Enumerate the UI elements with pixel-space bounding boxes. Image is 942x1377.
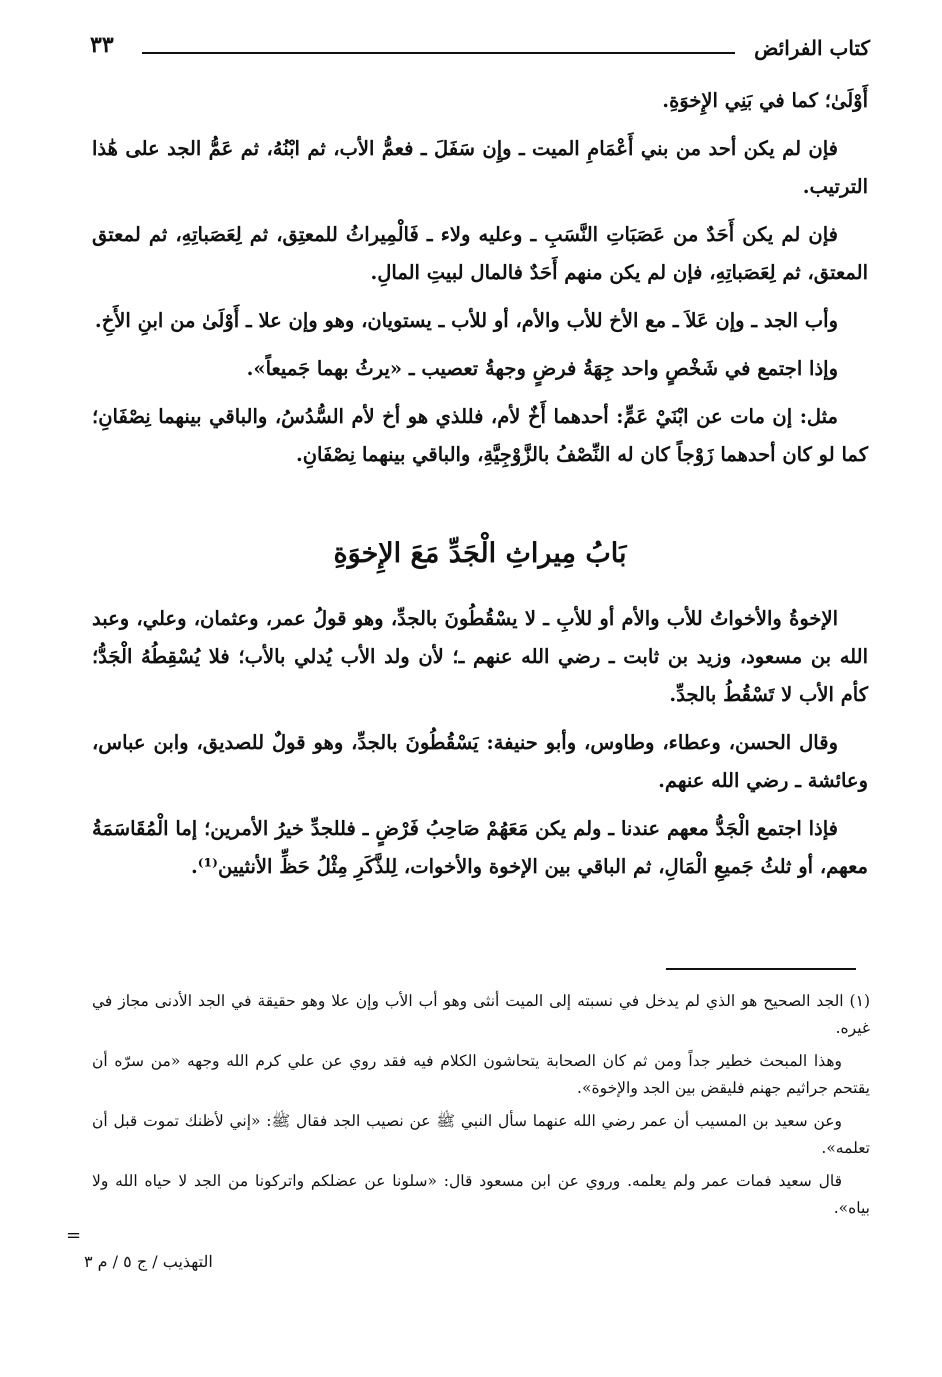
chapter-title: بَابُ مِيراثِ الْجَدِّ مَعَ الإِخوَةِ [333,538,627,569]
main-text-top [92,82,868,484]
header-rule [142,52,735,54]
main-text-bottom [92,600,868,896]
page-header [90,30,870,70]
paragraph: فإن لم يكن أحد من بني أَعْمَامِ الميت ـ وإِن سَفَلَ ـ فعمُّ الأب، ثم ابْنُهُ، ثم عَمُّ الجد على هَٰذا الترتيب. [92,137,868,198]
paragraph: وأب الجد ـ وإن عَلاَ ـ مع الأخ للأب والأم، أو للأب ـ يستويان، وهو وإن علا ـ أَوْلَىٰ من ابنِ الأَخِ. [94,309,838,332]
footnote: وهذا المبحث خطير جداً ومن ثم كان الصحابة يتحاشون الكلام فيه فقد روي عن علي كرم الله وجهه «من سرّه أن يقتحم جراثيم جهنم فليقض بين الجد والإخوة». [92,1052,870,1097]
paragraph: وإذا اجتمع في شَخْصٍ واحد جِهَةُ فرضٍ وجهةُ تعصيب ـ «يرثُ بهما جَميعاً». [246,357,838,380]
page-number: ٣٣ [90,32,114,58]
paragraph: مثل: إن مات عن ابْنَيْ عَمٍّ: أحدهما أَخٌ لأم، فللذي هو أخ لأم السُّدُسُ، والباقي بينهما نِصْفَانِ؛ كما لو كان أحدهما زَوْجاً كان له النِّصْفُ بالزَّوْجِيَّةِ، والباقي بينهما نِصْفَانِ. [92,405,868,466]
footnote-separator [666,968,856,970]
paragraph: الإخوةُ والأخواتُ للأب والأم أو للأبِ ـ لا يسْقُطُونَ بالجدِّ، وهو قولُ عمر، وعثمان، وعلي، وعبد الله بن مسعود، وزيد بن ثابت ـ رضي الله عنهم ـ؛ لأن ولد الأب يُدلي بالأب؛ فلا يُسْقِطُهُ الْجَدُّ؛ كأم الأب لا تَسْقُطُ بالجدِّ. [92,607,868,706]
paragraph: فإن لم يكن أَحَدٌ من عَصَبَاتِ النَّسَبِ ـ وعليه ولاء ـ فَالْمِيراثُ للمعتِق، ثم لِعَصَباتِهِ، ثم لمعتق المعتق، ثم لِعَصَباتِهِ، فإن لم يكن منهم أَحَدٌ فالمال لبيتِ المالِ. [92,223,868,284]
footnotes [92,988,870,1228]
footnote: وعن سعيد بن المسيب أن عمر رضي الله عنهما سأل النبي ﷺ عن نصيب الجد فقال ﷺ: «إني لأظنك تموت قبل أن تعلمه». [92,1112,870,1157]
paragraph: وقال الحسن، وعطاء، وطاوس، وأبو حنيفة: يَسْقُطُونَ بالجدِّ، وهو قولٌ للصديق، وابن عباس، وعائشة ـ رضي الله عنهم. [92,731,868,792]
paragraph: فإذا اجتمع الْجَدُّ معهم عندنا ـ ولم يكن مَعَهُمْ صَاحِبُ فَرْضٍ ـ فللجدِّ خيرُ الأمرين؛ إما الْمُقَاسَمَةُ معهم، أو ثلثُ جَميعِ الْمَالِ، ثم الباقي بين الإخوة والأخوات، لِلذَّكَرِ مِثْلُ حَظِّ الأنثيين⁽¹⁾. [92,817,868,878]
printer-signature: التهذيب / ج ٥ / م ٣ [84,1252,213,1271]
running-title: كتاب الفرائض [754,36,870,60]
continuation-mark: = [66,1225,82,1246]
paragraph: أَوْلَىٰ؛ كما في بَنِي الإِخوَةِ. [662,89,868,112]
footnote: (١) الجد الصحيح هو الذي لم يدخل في نسبته إلى الميت أنثى وهو أب الأب وإن علا وهو حقيقة في الجد الأدنى مجاز في غيره. [92,992,870,1037]
footnote: قال سعيد فمات عمر ولم يعلمه. وروي عن ابن مسعود قال: «سلونا عن عضلكم واتركونا من الجد لا حياه الله ولا بياه». [92,1172,870,1217]
